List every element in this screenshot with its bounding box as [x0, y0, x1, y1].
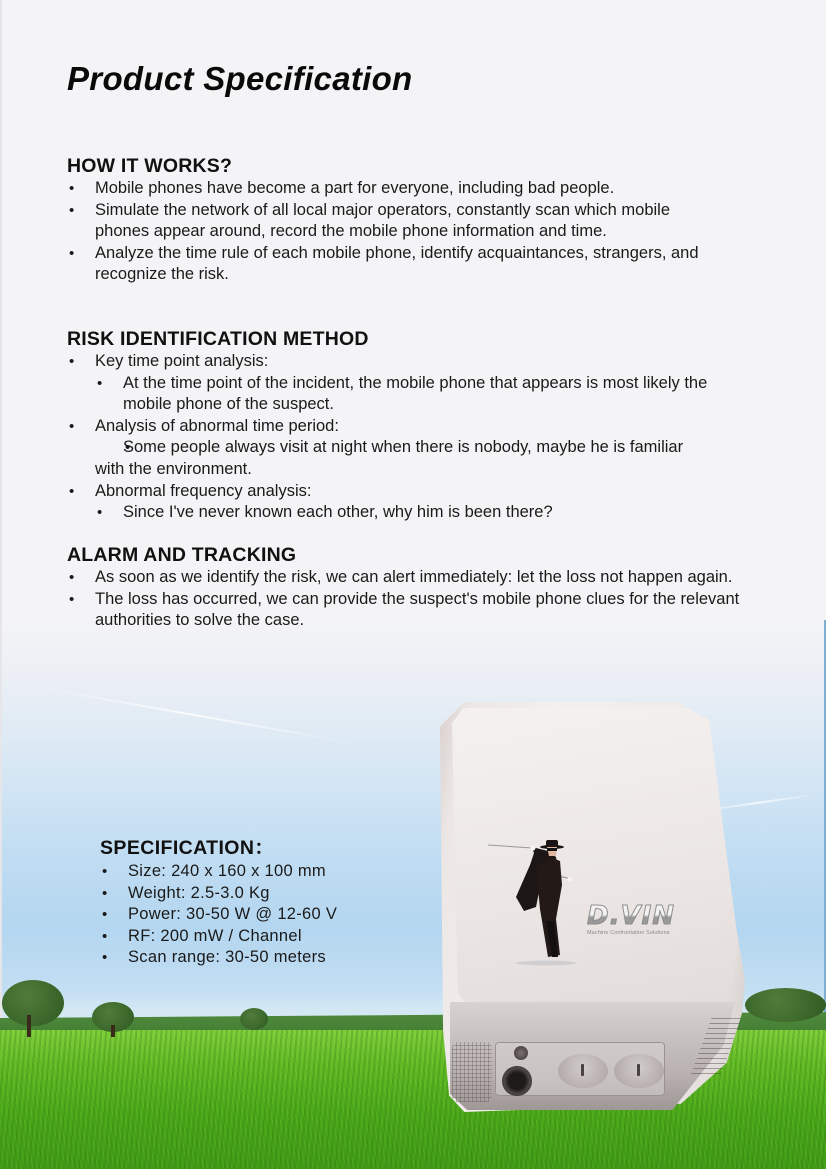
tree-trunk [111, 1025, 115, 1037]
page-edge [0, 0, 2, 1169]
brand-tagline: Machine Confrontation Solutions [587, 930, 670, 936]
spec-scan-range: • Scan range: 30-50 meters [100, 947, 420, 969]
sub-list-item: • Some people always visit at night when there is nobody, maybe he is familiar with the environment. [67, 437, 715, 480]
section-heading: HOW IT WORKS? [67, 155, 233, 177]
bullet-list [67, 567, 767, 632]
antenna-port-icon [558, 1054, 608, 1088]
swordsman-mascot-icon [486, 837, 596, 967]
brand-logo [587, 903, 687, 936]
tree [240, 1008, 268, 1030]
spec-weight: • Weight: 2.5-3.0 Kg [100, 883, 420, 905]
bullet-list [67, 351, 767, 524]
antenna-port-icon [614, 1054, 664, 1088]
section-alarm-tracking [67, 543, 767, 632]
section-how-it-works [67, 154, 767, 286]
tree [745, 988, 826, 1022]
power-connector-icon [502, 1066, 532, 1096]
list-item: • Analyze the time rule of each mobile phone, identify acquaintances, strangers, and recognize the risk. [67, 243, 735, 286]
specification-heading: SPECIFICATION： [100, 837, 275, 859]
list-item: • As soon as we identify the risk, we can alert immediately: let the loss not happen again. [67, 567, 755, 589]
section-risk-identification [67, 327, 767, 524]
section-heading: ALARM AND TRACKING [67, 544, 297, 566]
bullet-list [67, 178, 767, 286]
vent-grille-icon [452, 1042, 492, 1102]
spec-power: • Power: 30-50 W @ 12-60 V [100, 904, 420, 926]
product-device-image [440, 702, 745, 1112]
list-item: • Mobile phones have become a part for everyone, including bad people. [67, 178, 755, 200]
list-item: • The loss has occurred, we can provide the suspect's mobile phone clues for the relevant authorities to solve the case. [67, 589, 795, 632]
list-item: • Simulate the network of all local major operators, constantly scan which mobile phones appear around, record the mobile phone information and time. [67, 200, 705, 243]
list-item: • Key time point analysis: [67, 351, 767, 373]
sub-list-item: • At the time point of the incident, the mobile phone that appears is most likely the mobile phone of the suspect. [67, 373, 723, 416]
list-item: • Abnormal frequency analysis: [67, 481, 767, 503]
section-heading: RISK IDENTIFICATION METHOD [67, 328, 369, 350]
tree-trunk [27, 1015, 31, 1037]
tree [2, 980, 64, 1026]
connector-cap-icon [514, 1046, 528, 1060]
sub-list-item: • Since I've never known each other, why him is been there? [67, 502, 767, 524]
spec-size: • Size: 240 x 160 x 100 mm [100, 861, 420, 883]
spec-list [100, 861, 420, 969]
page-title: Product Specification [67, 60, 413, 97]
specification-box [100, 836, 420, 969]
spec-rf: • RF: 200 mW / Channel [100, 926, 420, 948]
brand-name: D.VIN [587, 903, 687, 929]
list-item: • Analysis of abnormal time period: [67, 416, 767, 438]
